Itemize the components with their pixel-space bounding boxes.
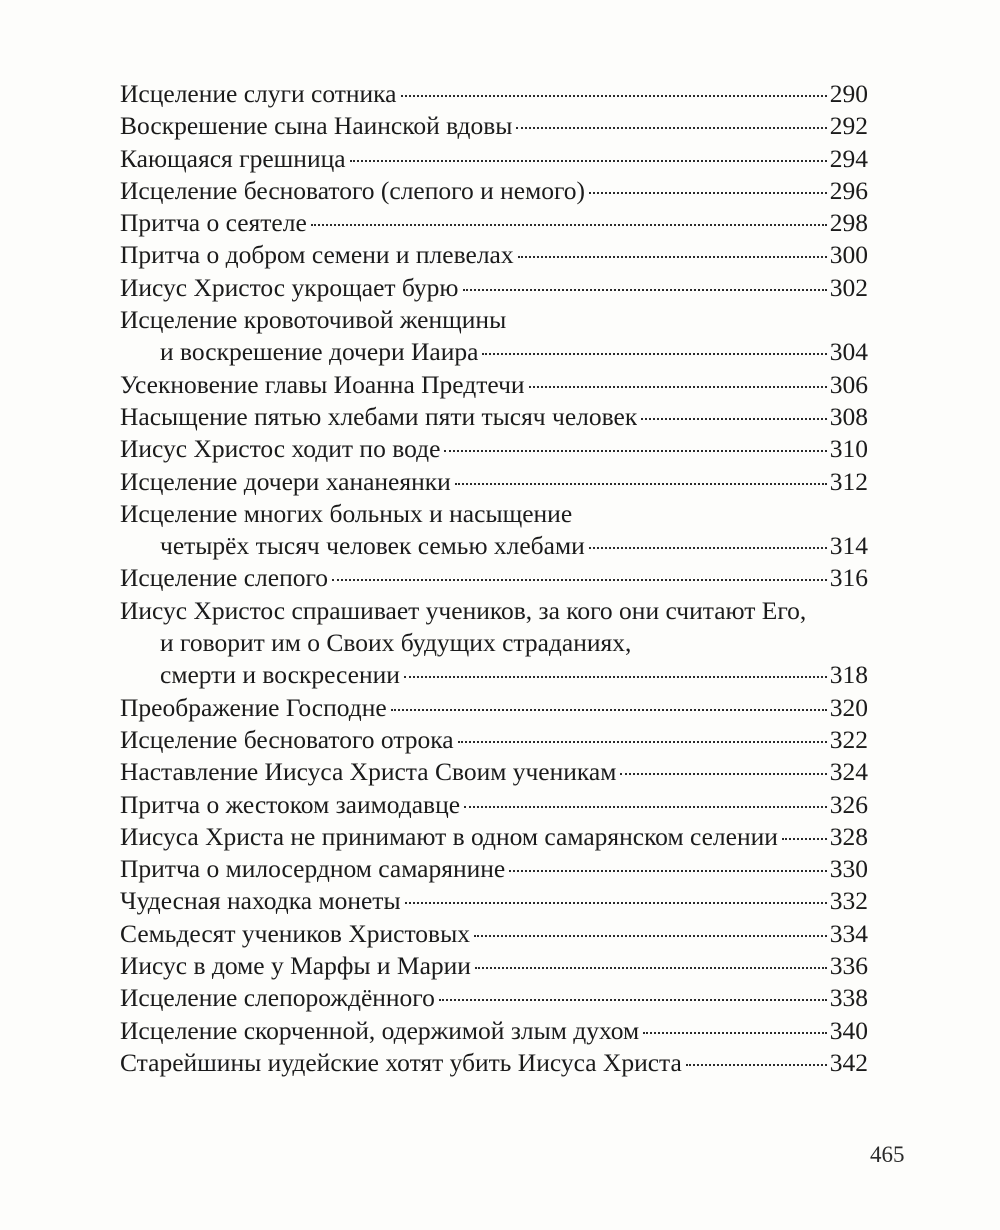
toc-entry xyxy=(120,853,868,885)
dot-leader xyxy=(641,418,827,420)
dot-leader xyxy=(350,160,827,162)
toc-entry-title: Иисус в доме у Марфы и Марии xyxy=(120,951,471,981)
toc-entry-title: Исцеление дочери хананеянки xyxy=(120,466,451,496)
toc-entry-line xyxy=(120,466,868,498)
toc-entry-page: 310 xyxy=(829,434,868,464)
toc-entry-title: Насыщение пятью хлебами пяти тысяч человек xyxy=(120,401,638,431)
toc-entry-line xyxy=(120,950,868,982)
toc-entry-page: 336 xyxy=(829,951,868,981)
toc-entry-page: 296 xyxy=(829,175,868,205)
dot-leader xyxy=(643,1032,827,1034)
toc-entry-line xyxy=(120,562,868,594)
toc-entry-title: Старейшины иудейские хотят убить Иисуса Христа xyxy=(120,1047,682,1077)
toc-entry xyxy=(120,78,868,110)
toc-entry-line xyxy=(120,982,868,1014)
toc-entry-line xyxy=(120,789,868,821)
toc-entry xyxy=(120,950,868,982)
toc-entry xyxy=(120,466,868,498)
toc-entry-title: Притча о жестоком заимодавце xyxy=(120,789,461,819)
toc-entry-title: Исцеление кровоточивой женщины xyxy=(120,305,507,335)
toc-entry-page: 308 xyxy=(829,401,868,431)
toc-entry xyxy=(120,756,868,788)
toc-entry-line xyxy=(120,336,868,368)
toc-entry xyxy=(120,918,868,950)
toc-entry-line xyxy=(120,272,868,304)
toc-entry-title: Исцеление слепого xyxy=(120,563,329,593)
toc-entry xyxy=(120,821,868,853)
toc-entry-title: Иисус Христос спрашивает учеников, за кого они считают Его, xyxy=(120,595,807,625)
toc-entry xyxy=(120,982,868,1014)
toc-entry xyxy=(120,885,868,917)
dot-leader xyxy=(311,224,827,226)
dot-leader xyxy=(518,256,827,258)
dot-leader xyxy=(474,935,827,937)
dot-leader xyxy=(516,127,826,129)
toc-entry-line xyxy=(120,756,868,788)
toc-entry-title: Исцеление слуги сотника xyxy=(120,79,397,108)
toc-entry-title: Кающаяся грешница xyxy=(120,143,346,173)
dot-leader xyxy=(455,483,827,485)
toc-entry-line xyxy=(120,110,868,142)
toc-entry-title: Исцеление многих больных и насыщение xyxy=(120,498,573,528)
dot-leader xyxy=(444,450,826,452)
toc-entry-title: Наставление Иисуса Христа Своим ученикам xyxy=(120,757,617,787)
toc-entry-line xyxy=(120,433,868,465)
toc-entry xyxy=(120,304,868,369)
toc-entry xyxy=(120,369,868,401)
toc-entry-title: Иисуса Христа не принимают в одном самарянском селении xyxy=(120,821,778,851)
dot-leader xyxy=(475,967,827,969)
dot-leader xyxy=(509,870,827,872)
toc-entry xyxy=(120,1047,868,1079)
dot-leader xyxy=(782,838,827,840)
toc-entry-line xyxy=(120,659,868,691)
toc-entry xyxy=(120,498,868,563)
toc-entry-page: 298 xyxy=(829,208,868,238)
toc-entry-title: Чудесная находка монеты xyxy=(120,886,401,916)
page-number: 465 xyxy=(870,1142,905,1167)
dot-leader xyxy=(401,95,827,97)
dot-leader xyxy=(332,579,827,581)
toc-entry-title: Притча о сеятеле xyxy=(120,208,307,238)
toc-entry-page: 338 xyxy=(829,983,868,1013)
toc-entry xyxy=(120,562,868,594)
dot-leader xyxy=(620,773,826,775)
toc-entry-title: и воскрешение дочери Иаира xyxy=(160,337,479,367)
toc-entry-title: Иисус Христос укрощает бурю xyxy=(120,272,459,302)
dot-leader xyxy=(686,1064,827,1066)
toc-entry xyxy=(120,789,868,821)
toc-entry-title: Усекновение главы Иоанна Предтечи xyxy=(120,369,525,399)
dot-leader xyxy=(391,709,827,711)
toc-entry-page: 326 xyxy=(829,789,868,819)
toc-entry-title: Семьдесят учеников Христовых xyxy=(120,918,470,948)
toc-entry xyxy=(120,595,868,692)
toc-entry-line xyxy=(120,627,868,659)
toc-entry-line xyxy=(120,853,868,885)
toc-entry-line xyxy=(120,78,868,110)
toc-entry-page: 320 xyxy=(829,692,868,722)
toc-entry-page: 332 xyxy=(829,886,868,916)
toc-entry-page: 318 xyxy=(829,660,868,690)
toc-entry-line xyxy=(120,918,868,950)
toc-entry-title: Притча о милосердном самарянине xyxy=(120,854,506,884)
toc-entry xyxy=(120,401,868,433)
dot-leader xyxy=(405,902,827,904)
toc-entry-page: 334 xyxy=(829,918,868,948)
toc-entry-title: Притча о добром семени и плевелах xyxy=(120,240,514,270)
toc-entry-title: Исцеление скорченной, одержимой злым духом xyxy=(120,1015,640,1045)
dot-leader xyxy=(439,999,827,1001)
table-of-contents xyxy=(120,78,868,1079)
toc-entry-page: 324 xyxy=(829,757,868,787)
toc-entry xyxy=(120,143,868,175)
toc-entry-page: 312 xyxy=(829,466,868,496)
toc-entry xyxy=(120,175,868,207)
dot-leader xyxy=(458,741,827,743)
toc-entry-page: 330 xyxy=(829,854,868,884)
dot-leader xyxy=(404,676,827,678)
toc-entry xyxy=(120,207,868,239)
toc-entry-line xyxy=(120,885,868,917)
toc-entry-line xyxy=(120,1015,868,1047)
toc-entry xyxy=(120,692,868,724)
toc-entry-title: Исцеление слепорождённого xyxy=(120,983,435,1013)
toc-entry-title: четырёх тысяч человек семью хлебами xyxy=(160,531,585,561)
toc-entry-line xyxy=(120,304,868,336)
toc-entry-line xyxy=(120,1047,868,1079)
toc-entry-page: 314 xyxy=(829,531,868,561)
toc-entry-line xyxy=(120,401,868,433)
toc-entry-title: Воскрешение сына Наинской вдовы xyxy=(120,111,513,141)
toc-entry-line xyxy=(120,530,868,562)
toc-entry-title: Исцеление бесноватого (слепого и немого) xyxy=(120,175,586,205)
toc-entry-page: 342 xyxy=(829,1047,868,1077)
toc-entry-page: 322 xyxy=(829,724,868,754)
toc-entry xyxy=(120,433,868,465)
toc-entry-line xyxy=(120,595,868,627)
toc-entry-line xyxy=(120,498,868,530)
toc-entry-page: 290 xyxy=(829,79,868,108)
toc-entry-title: Исцеление бесноватого отрока xyxy=(120,724,454,754)
toc-entry-line xyxy=(120,821,868,853)
dot-leader xyxy=(482,353,826,355)
toc-entry xyxy=(120,724,868,756)
toc-entry xyxy=(120,110,868,142)
toc-entry-line xyxy=(120,724,868,756)
toc-entry-page: 340 xyxy=(829,1015,868,1045)
toc-entry xyxy=(120,239,868,271)
toc-entry-page: 292 xyxy=(829,111,868,141)
toc-entry-page: 316 xyxy=(829,563,868,593)
toc-entry-line xyxy=(120,239,868,271)
toc-entry-title: смерти и воскресении xyxy=(160,660,400,690)
toc-entry-page: 304 xyxy=(829,337,868,367)
toc-entry-page: 294 xyxy=(829,143,868,173)
toc-entry-title: и говорит им о Своих будущих страданиях, xyxy=(160,628,632,658)
toc-entry-line xyxy=(120,692,868,724)
dot-leader xyxy=(589,547,827,549)
toc-entry-line xyxy=(120,175,868,207)
toc-entry-title: Иисус Христос ходит по воде xyxy=(120,434,441,464)
toc-entry-page: 328 xyxy=(829,821,868,851)
dot-leader xyxy=(463,289,827,291)
toc-entry-page: 306 xyxy=(829,369,868,399)
toc-entry-line xyxy=(120,369,868,401)
dot-leader xyxy=(529,386,827,388)
toc-entry-page: 302 xyxy=(829,272,868,302)
toc-entry-title: Преображение Господне xyxy=(120,692,387,722)
dot-leader xyxy=(464,806,827,808)
toc-entry-line xyxy=(120,207,868,239)
dot-leader xyxy=(589,192,827,194)
toc-entry-page: 300 xyxy=(829,240,868,270)
toc-entry xyxy=(120,272,868,304)
toc-entry xyxy=(120,1015,868,1047)
toc-entry-line xyxy=(120,143,868,175)
